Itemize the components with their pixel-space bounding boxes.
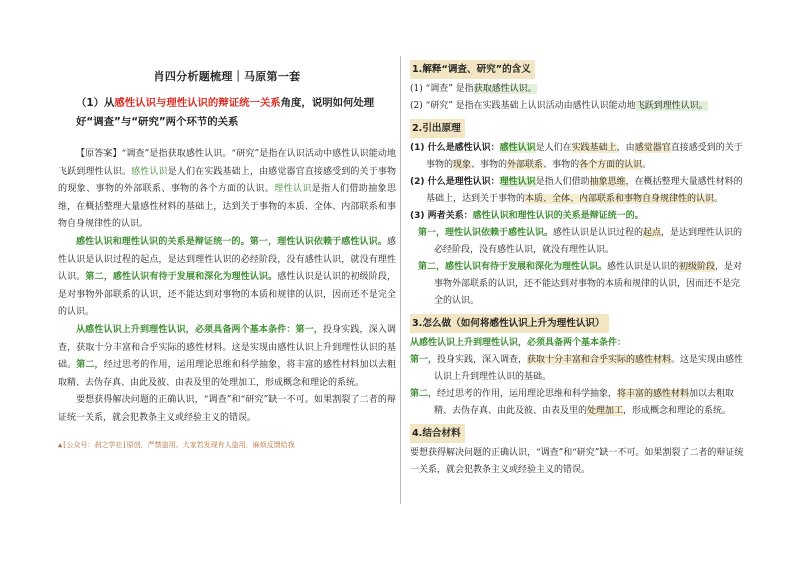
r2b-hl-2: 本质、全体、内部联系和事物自身规律性的认识	[525, 194, 715, 204]
r2a-end: 。	[642, 160, 652, 170]
r2e-green: 第二，感性认识有待于发展和深化为理性认识。	[418, 262, 608, 272]
answer-p1-b: 是人们在实践基础上，由感觉器官直接感受到的关于事物的现象、事物的外部联系、事物的各个方面的认识。	[58, 166, 396, 195]
r2b-label: (2) 什么是理性认识：	[410, 177, 500, 187]
r2b-hl-1: 抽象思维	[589, 177, 626, 187]
r2-item-c	[410, 208, 746, 225]
left-column	[58, 68, 396, 450]
answer-p2-green-2: 第二，感性认识有待于发展和深化为理性认识。	[85, 272, 278, 283]
r3a-text-1: 投身实践，深入调查，	[437, 355, 528, 365]
footer-note: ▲[公众号：刹之学社]原创，严禁盗用。大家若发现有人盗用，麻烦反馈给我	[58, 440, 295, 449]
answer-paragraph-4: 要想获得解决问题的正确认识，“调查”和“研究”缺一不可。如果割裂了二者的辩证统一关系，就会犯教条主义或经验主义的错误。	[58, 395, 396, 423]
answer-paragraph-1	[58, 146, 396, 234]
r3-green: 从感性认识上升到理性认识，必须具备两个基本条件：	[410, 338, 627, 348]
answer-p2-rest-2: 感性认识是认识的初级阶段，是对事物外部联系的认识，还不能达到对事物的本质和规律的认识，因而还不是完全的认识。	[58, 272, 396, 318]
r3-intro	[410, 335, 746, 352]
answer-p1-a: “调查”是指获取感性认识。“研究”是指在认识活动中感性认识能动地飞跃到理性认识。	[58, 149, 396, 177]
r3b-text-3: ，形成概念和理论的系统。	[623, 406, 732, 416]
r3b-hl-1: 将丰富的感性材料	[617, 389, 690, 399]
r2a-text-2: ，由	[616, 143, 635, 153]
r3b-text-1: 经过思考的作用，运用理论思维和科学抽象，	[437, 389, 618, 399]
column-divider	[400, 56, 401, 504]
r2e-hl-1: 初级阶段	[679, 262, 716, 272]
question-text	[58, 94, 396, 132]
r1b-prefix: (2) “研究” 是指在实践基础上认识活动由感性认识能动地	[410, 101, 636, 111]
section-heading-1: 1.解释“调查、研究”的含义	[410, 60, 535, 79]
r2a-hl-5: 各个方面的认识	[579, 160, 643, 170]
answer-p1-green-1: 感性认识	[131, 166, 168, 177]
answer-paragraph-3	[58, 322, 396, 392]
answer-p3-green-2: 第二，	[76, 360, 104, 371]
r1a-prefix: (1) “调查” 是指	[410, 84, 474, 94]
r1a-highlight: 获取感性认识。	[473, 84, 537, 94]
r2a-hl-1: 实践基础上	[571, 143, 617, 153]
answer-label: 【原答案】	[76, 149, 122, 159]
r2a-hl-4: 外部联系	[507, 160, 544, 170]
r2a-label: (1) 什么是感性认识：	[410, 143, 500, 153]
r1-item-a	[410, 81, 746, 98]
r1-item-b	[410, 98, 746, 115]
question-suffix: 角度，说明如何处理好“调查”与“研究”两个环节的关系	[76, 97, 375, 128]
r3a-green: 第一，	[410, 355, 438, 365]
r2d-green: 第一，理性认识依赖于感性认识。	[418, 228, 554, 238]
r4-text: 要想获得解决问题的正确认识，“调查”和“研究”缺一不可。如果割裂了二者的辩证统一关系，就会犯教条主义或经验主义的错误。	[410, 448, 744, 475]
r2-item-e	[410, 259, 746, 310]
r2a-text-5: 、事物的	[543, 160, 580, 170]
r2b-text-2: ，在概括整理大量感性材料的基础上，达到关于事物的	[426, 177, 743, 204]
r3a-hl-1: 获取十分丰富和合乎实际的感性材料	[527, 355, 672, 365]
r3-item-a	[410, 352, 746, 386]
right-column	[410, 56, 746, 479]
r2d-text-1: 感性认识是认识过程的	[553, 228, 644, 238]
r2a-green: 感性认识	[499, 143, 536, 153]
section-heading-3: 3.怎么做（如何将感性认识上升为理性认识）	[410, 314, 609, 333]
r2b-green: 理性认识	[499, 177, 536, 187]
page-title: 肖四分析题梳理｜马原第一套	[153, 70, 301, 83]
r2e-text-1: 感性认识是认识的	[607, 262, 680, 272]
r2a-text-4: 、事物的	[471, 160, 508, 170]
r2a-hl-3: 现象	[453, 160, 472, 170]
r2-item-b	[410, 174, 746, 208]
r2c-label: (3) 两者关系：	[410, 211, 473, 221]
question-highlight: 感性认识与理性认识的辩证统一关系	[114, 97, 281, 109]
r2d-hl-1: 起点	[643, 228, 662, 238]
section-heading-4: 4.结合材料	[410, 424, 465, 443]
answer-p3-rest: 投身实践，深入调查，获取十分丰富和合乎实际的感性材料。这是实现由感性认识上升到理性认识的基础。	[58, 324, 396, 371]
r2e-text-2: ，是对事物外部联系的认识，还不能达到对事物的本质和规律的认识，因而还不是完全的认识。	[434, 262, 743, 306]
question-prefix: （1）从	[76, 97, 115, 109]
answer-p1-c: 是指人们借助抽象思维，在概括整理大量感性材料的基础上，达到关于事物的本质、全体、内部联系和事物自身规律性的认识。	[58, 184, 396, 230]
r1b-highlight: 飞跃到理性认识。	[635, 101, 708, 111]
r3-item-b	[410, 386, 746, 420]
answer-paragraph-2	[58, 234, 396, 322]
answer-p2-green: 感性认识和理性认识的关系是辩证统一的。第一，理性认识依赖于感性认识。	[76, 236, 387, 247]
r3b-green: 第二，	[410, 389, 438, 399]
r2-item-d	[410, 225, 746, 259]
r3a-text-2: 。这是实现由感性认识上升到理性认识的基础。	[434, 355, 744, 382]
r3b-hl-2: 处理加工	[587, 406, 624, 416]
r2b-end: 。	[714, 194, 724, 204]
section-heading-2: 2.引出原理	[410, 119, 465, 138]
r2-item-a	[410, 140, 746, 174]
r3b-text-2: 加以去粗取精、去伪存真、由此及彼、由表及里的	[434, 389, 735, 416]
answer-p2-rest: 感性认识是认识过程的起点，是达到理性认识的必经阶段，没有感性认识，就没有理性认识。	[58, 236, 396, 283]
r2a-text-1: 是人们在	[535, 143, 572, 153]
r2b-text-1: 是指人们借助	[535, 177, 590, 187]
answer-p1-green-2: 理性认识	[274, 184, 312, 195]
r2a-text-3: 直接感受到的关于事物的	[426, 143, 743, 170]
r2c-green: 感性认识和理性认识的关系是辩证统一的。	[472, 211, 644, 221]
answer-body	[58, 146, 396, 428]
r2a-hl-2: 感觉器官	[634, 143, 671, 153]
answer-p3-rest-2: 经过思考的作用，运用理论思维和科学抽象，将丰富的感性材料加以去粗取精、去伪存真、由此及彼、由表及里的处理加工，形成概念和理论的系统。	[58, 360, 396, 388]
r2d-text-2: ，是达到理性认识的必经阶段，没有感性认识，就没有理性认识。	[434, 228, 743, 255]
answer-p3-green: 从感性认识上升到理性认识，必须具备两个基本条件：第一，	[76, 324, 323, 335]
